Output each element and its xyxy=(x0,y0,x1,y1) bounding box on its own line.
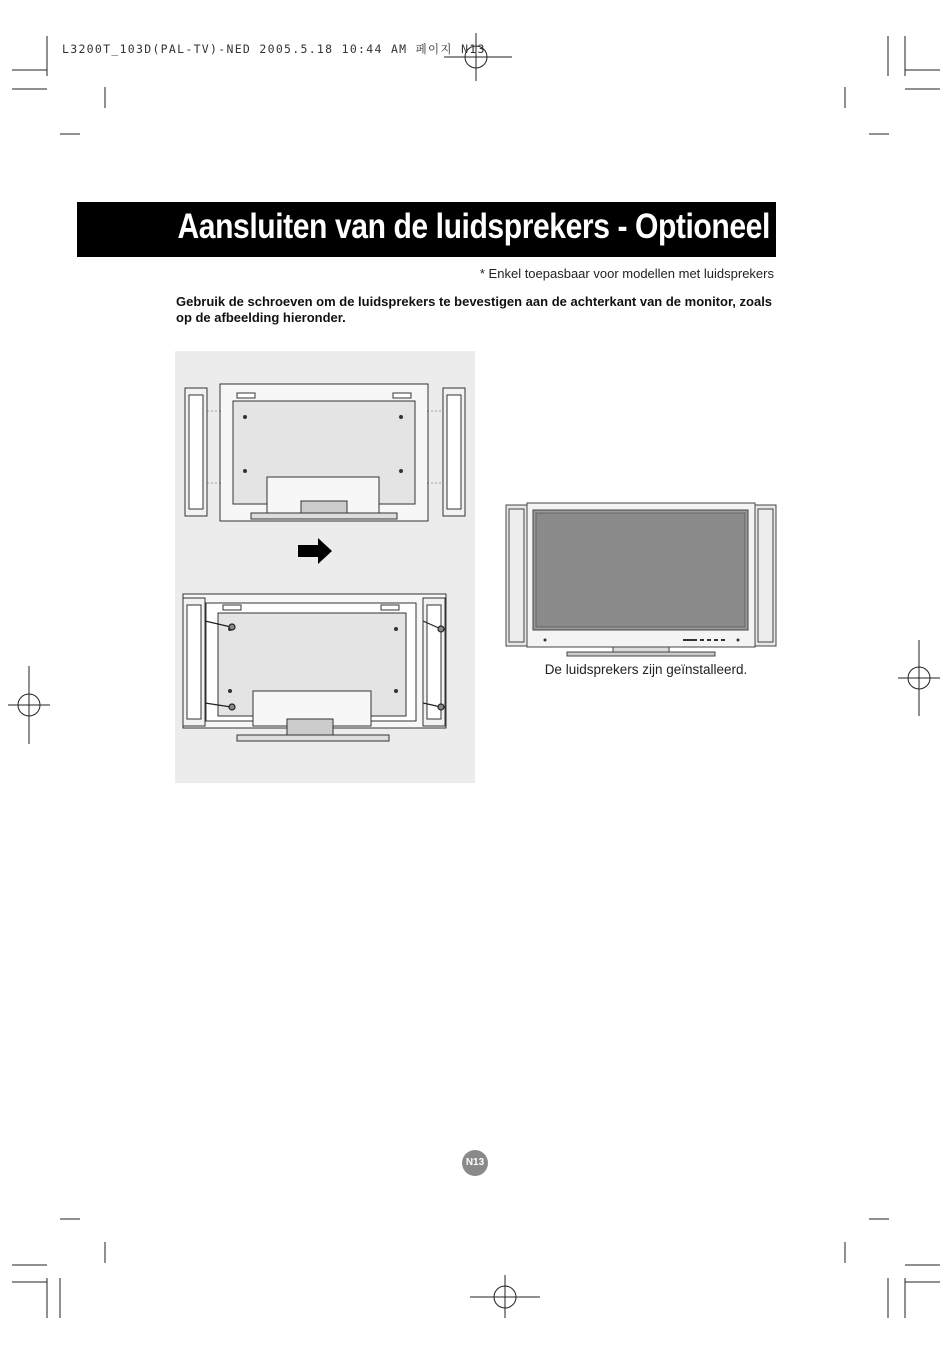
right-arrow-icon xyxy=(298,538,332,564)
monitor-back-detached xyxy=(220,384,428,521)
monitor-back-attached xyxy=(183,594,446,741)
monitor-front-drawing xyxy=(505,500,777,660)
left-speaker-detached xyxy=(185,388,207,516)
speaker-attachment-illustration xyxy=(175,351,475,783)
left-speaker-attached xyxy=(183,598,205,726)
registration-mark-icon xyxy=(470,1275,540,1318)
title-bar xyxy=(77,202,776,257)
registration-mark-icon xyxy=(8,666,50,744)
illustration-caption: De luidsprekers zijn geïnstalleerd. xyxy=(544,662,748,677)
speaker-attachment-drawing xyxy=(175,351,475,783)
monitor-front-illustration xyxy=(505,500,777,660)
registration-mark-icon xyxy=(898,640,940,716)
monitor-front xyxy=(527,503,755,656)
left-speaker-front xyxy=(506,505,527,646)
applicability-note: * Enkel toepasbaar voor modellen met luidsprekers xyxy=(479,266,774,281)
page-number: N13 xyxy=(462,1150,488,1176)
right-speaker-front xyxy=(755,505,776,646)
right-speaker-detached xyxy=(443,388,465,516)
page-title: Aansluiten van de luidsprekers - Optioneel xyxy=(177,207,770,246)
instruction-text: Gebruik de schroeven om de luidsprekers te bevestigen aan de achterkant van de monitor, zoals op de afbeelding hieronder. xyxy=(176,294,773,325)
print-header: L3200T_103D(PAL-TV)-NED 2005.5.18 10:44 AM 페이지 N13 xyxy=(62,42,486,56)
